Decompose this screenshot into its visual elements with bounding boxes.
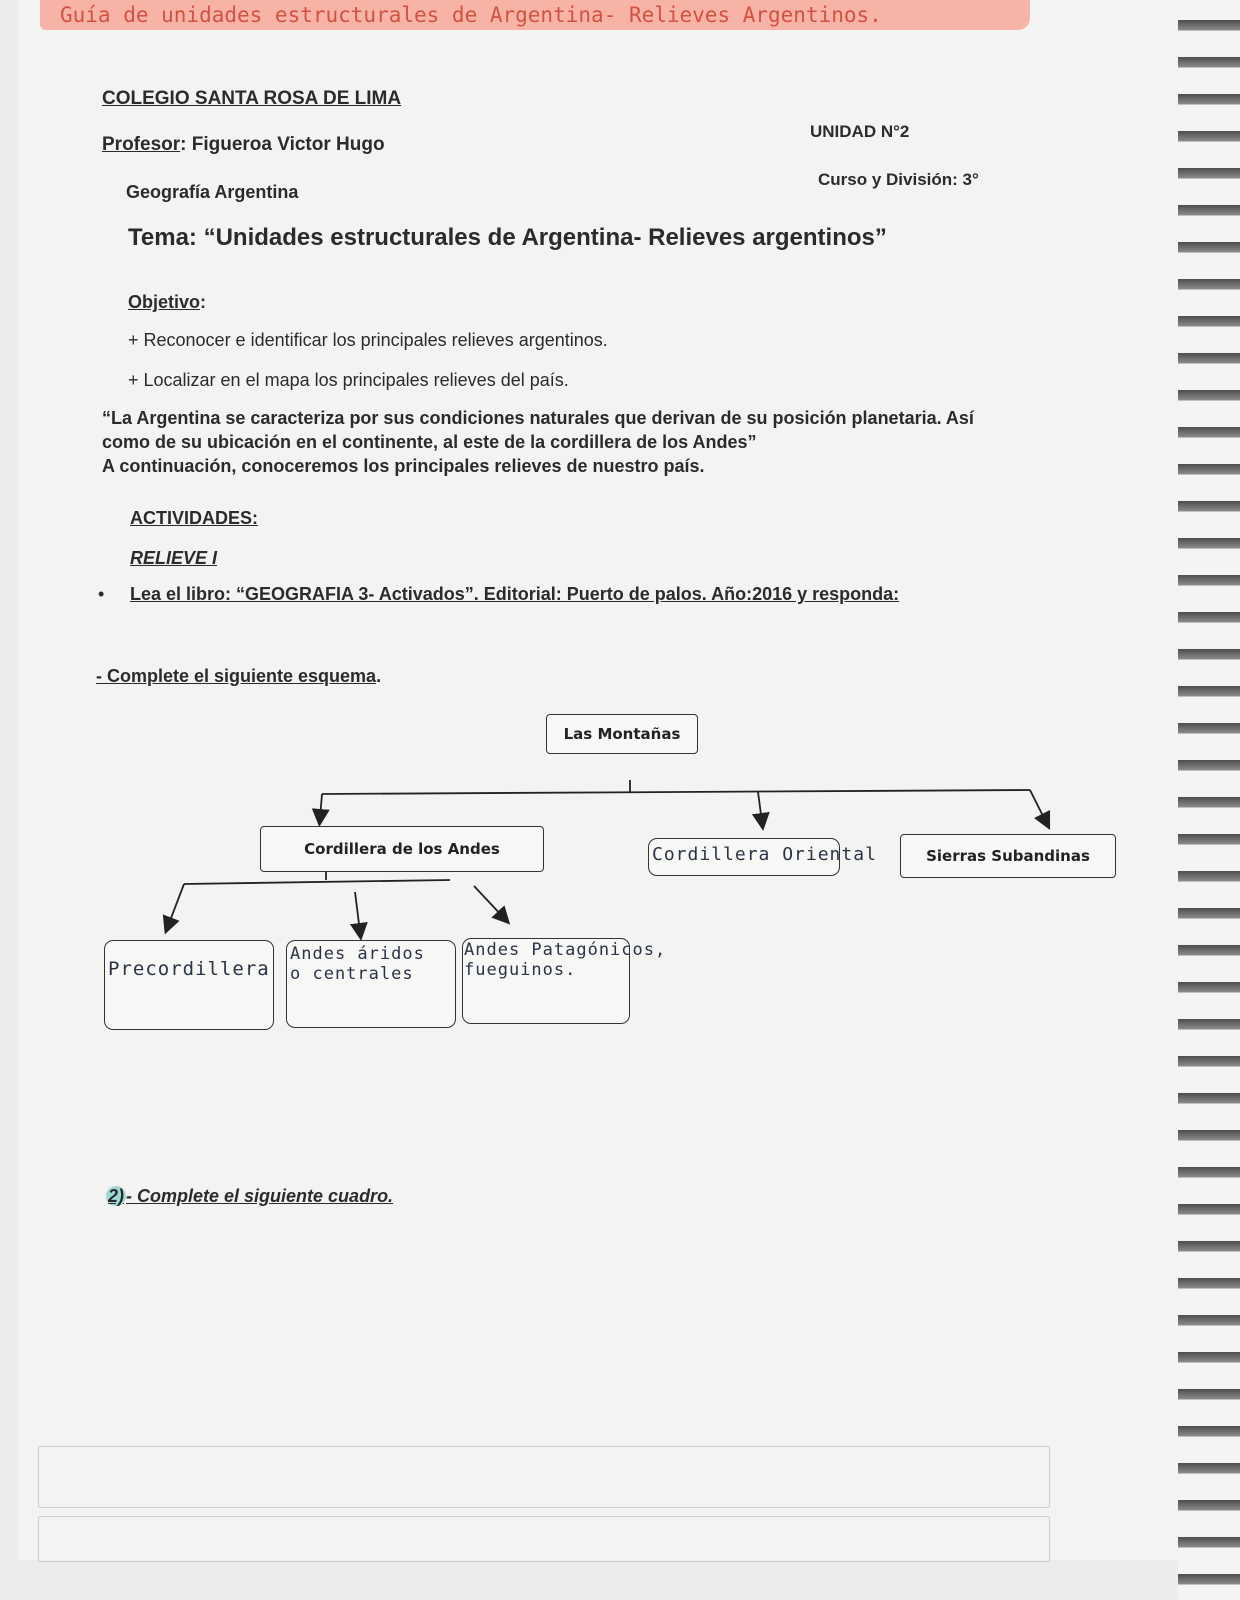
intro-text: A continuación, conoceremos los principales relieves de nuestro país. <box>102 456 705 476</box>
arrow-to-sierras <box>1030 790 1046 822</box>
subject: Geografía Argentina <box>126 182 299 202</box>
top-branch <box>322 790 1030 794</box>
andes-branch <box>184 880 450 884</box>
professor-name: : Figueroa Victor Hugo <box>180 134 385 155</box>
faint-table-row <box>38 1446 1050 1508</box>
precordillera-box <box>104 940 274 1030</box>
andes-aridos-answer-2: o centrales <box>290 964 414 984</box>
esquema-period: . <box>376 666 382 686</box>
question-2 <box>106 1186 393 1207</box>
objetivo-item: + Localizar en el mapa los principales relieves del país. <box>128 370 569 390</box>
arrow-to-andes-aridos <box>355 892 360 932</box>
quote-line-2: como de su ubicación en el continente, al este de la cordillera de los Andes” <box>102 432 757 452</box>
school-name: COLEGIO SANTA ROSA DE LIMA <box>102 88 402 109</box>
sierras-box <box>900 834 1116 878</box>
cordillera-andes-box <box>260 826 544 872</box>
complete-esquema: - Complete el siguiente esquema <box>96 666 377 686</box>
professor-label: Profesor <box>102 134 181 155</box>
curso-division: Curso y División: 3° <box>818 170 979 189</box>
cordillera-andes-label: Cordillera de los Andes <box>304 840 500 858</box>
andes-aridos-answer-1: Andes áridos <box>290 944 425 964</box>
andes-patagonicos-answer-1: Andes Patagónicos, <box>464 940 667 960</box>
activity-instruction: Lea el libro: “GEOGRAFIA 3- Activados”. Editorial: Puerto de palos. Año:2016 y responda: <box>130 584 900 604</box>
precordillera-answer: Precordillera <box>108 958 270 980</box>
objetivo-colon: : <box>200 292 207 312</box>
arrow-to-andes <box>320 794 322 818</box>
arrow-to-andes-patagonicos <box>474 886 504 918</box>
quote-line-1: “La Argentina se caracteriza por sus condiciones naturales que derivan de su posición planetaria. Así <box>102 408 974 428</box>
arrow-to-oriental <box>758 792 762 822</box>
actividades-heading: ACTIVIDADES: <box>130 508 259 528</box>
handwritten-header: Guía de unidades estructurales de Argentina- Relieves Argentinos. <box>40 0 1030 30</box>
diagram-root-box <box>546 714 698 754</box>
cordillera-oriental-answer: Cordillera Oriental <box>652 844 877 865</box>
arrow-to-precordillera <box>168 884 184 926</box>
bullet-dot: • <box>98 584 105 604</box>
diagram-root-label: Las Montañas <box>563 725 681 743</box>
sierras-label: Sierras Subandinas <box>926 847 1090 865</box>
question-2-text: - Complete el siguiente cuadro. <box>126 1186 394 1206</box>
objetivo-title: Objetivo <box>128 292 201 312</box>
faint-table-row <box>38 1516 1050 1562</box>
objetivo-item: + Reconocer e identificar los principales relieves argentinos. <box>128 330 608 350</box>
tema-title: Tema: “Unidades estructurales de Argentina- Relieves argentinos” <box>128 224 887 251</box>
question-2-number: 2) <box>108 1186 125 1206</box>
unidad: UNIDAD N°2 <box>810 122 910 141</box>
andes-patagonicos-answer-2: fueguinos. <box>464 960 577 980</box>
relieve-heading: RELIEVE I <box>130 548 218 568</box>
